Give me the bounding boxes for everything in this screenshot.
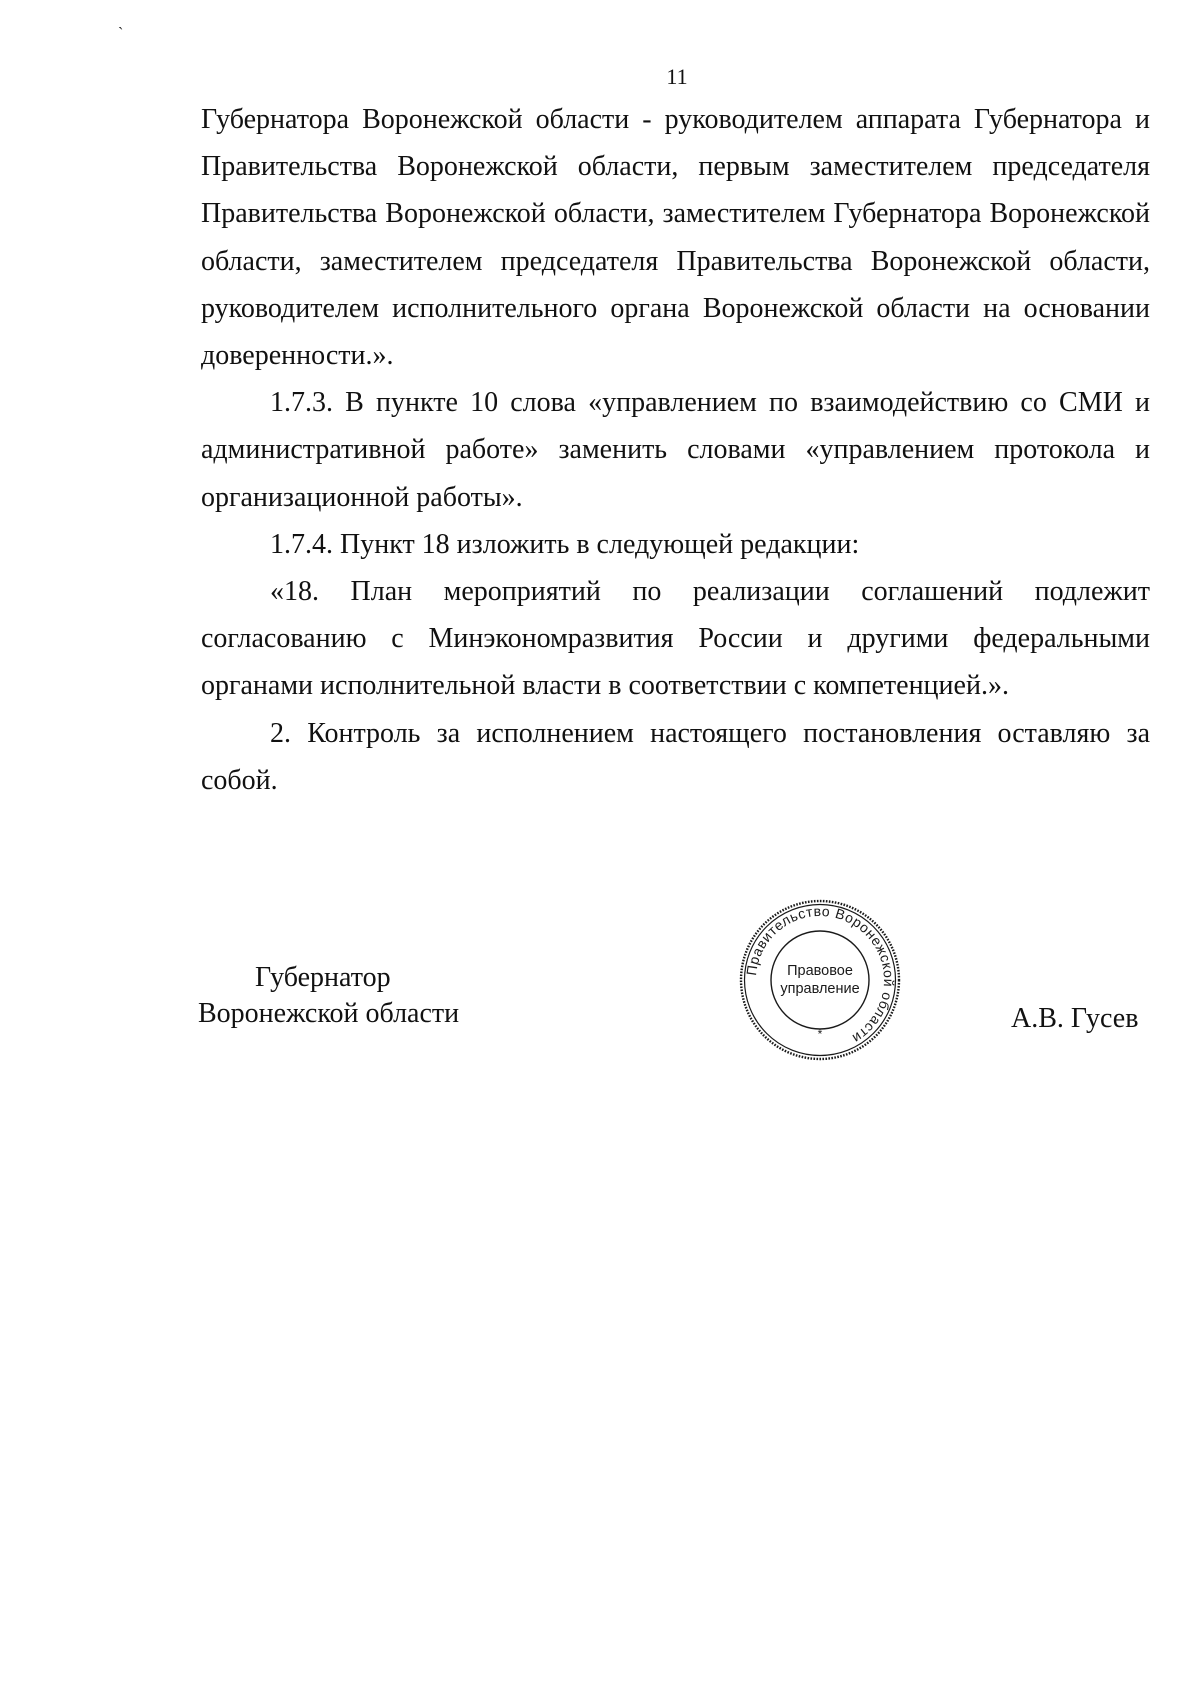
scan-corner-mark: ˎ	[118, 13, 124, 30]
stamp-star: *	[817, 1027, 823, 1041]
document-body	[201, 96, 1150, 804]
paragraph-continuation: Губернатора Воронежской области - руководителем аппарата Губернатора и Правительства Воронежской области, первым заместителем председателя Правительства Воронежской области, заместителем Губернатора Воронежской области, заместителем председателя Правительства Воронежской области, руководителем исполнительного органа Воронежской области на основании доверенности.».	[201, 104, 1150, 372]
stamp-ring-text: Правительство Воронежской области	[743, 902, 898, 1048]
signatory-title	[198, 960, 459, 1032]
signatory-title-line-1: Губернатор	[255, 962, 391, 993]
stamp-center-line-1: Правовое	[787, 963, 853, 979]
paragraph-2-control: 2. Контроль за исполнением настоящего постановления оставляю за собой.	[201, 717, 1150, 796]
signatory-name: А.В. Гусев	[1011, 1003, 1139, 1034]
official-stamp	[738, 898, 902, 1062]
paragraph-quoted-item-18: «18. План мероприятий по реализации соглашений подлежит согласованию с Минэкономразвития России и другими федеральными органами исполнительной власти в соответствии с компетенцией.».	[201, 576, 1150, 702]
paragraph-1-7-4: 1.7.4. Пункт 18 изложить в следующей редакции:	[270, 528, 860, 560]
stamp-center-line-2: управление	[780, 981, 860, 997]
paragraph-1-7-3: 1.7.3. В пункте 10 слова «управлением по взаимодействию со СМИ и административной работе» заменить словами «управлением протокола и организационной работы».	[201, 387, 1150, 513]
signatory-title-line-2: Воронежской области	[198, 998, 460, 1029]
page-number: 11	[666, 64, 688, 89]
